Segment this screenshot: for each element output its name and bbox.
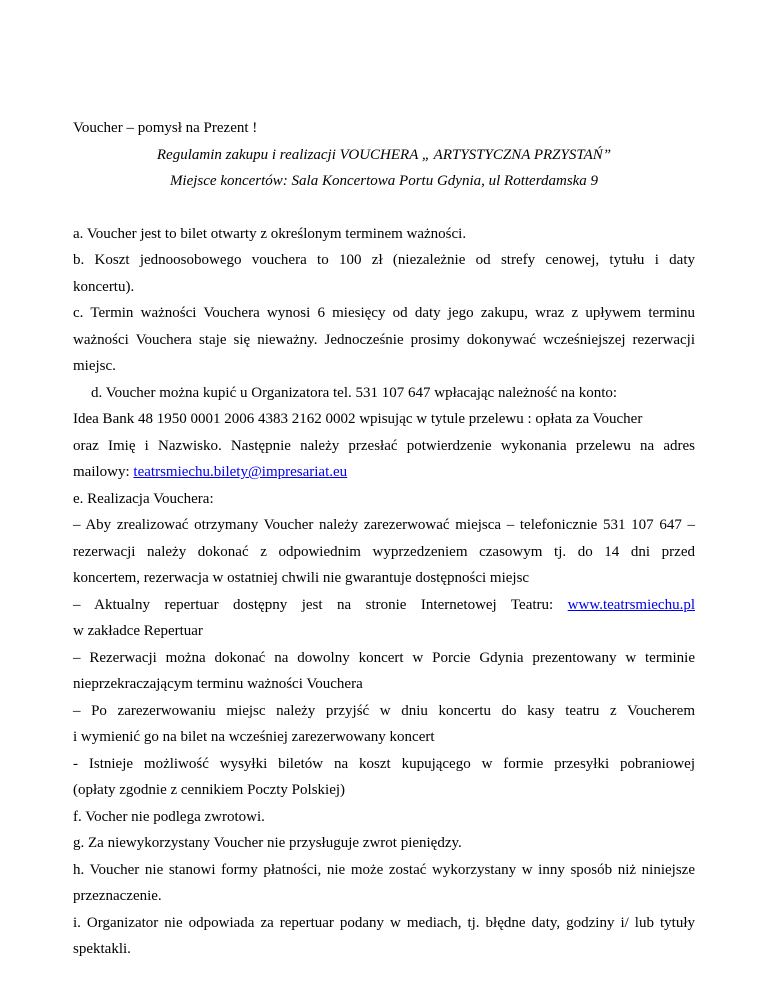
rule-e3-line-1: – Rezerwacji można dokonać na dowolny koncert w Porcie Gdynia prezentowany w terminie <box>73 649 695 666</box>
document-title: Voucher – pomysł na Prezent ! <box>73 120 258 136</box>
rule-c-line-3: miejsc. <box>73 358 116 374</box>
document-page <box>73 115 695 963</box>
rule-c-line-2: ważności Vouchera staje się nieważny. Jednocześnie prosimy dokonywać wcześniejszej rezerwacji <box>73 331 695 348</box>
rule-d-line-1: d. Voucher można kupić u Organizatora tel. 531 107 647 wpłacając należność na konto: <box>91 384 618 401</box>
rule-e5-line-1: - Istnieje możliwość wysyłki biletów na koszt kupującego w formie przesyłki pobraniowej <box>73 755 695 772</box>
theatre-website-link[interactable]: www.teatrsmiechu.pl <box>567 596 695 613</box>
rule-f: f. Vocher nie podlega zwrotowi. <box>73 808 265 825</box>
regulation-subtitle: Regulamin zakupu i realizacji VOUCHERA „ ARTYSTYCZNA PRZYSTAŃ” <box>156 146 612 163</box>
venue-line: Miejsce koncertów: Sala Koncertowa Portu Gdynia, ul Rotterdamska 9 <box>169 173 599 189</box>
rule-e2-line-1 <box>73 592 695 619</box>
rule-e2-line-2: w zakładce Repertuar <box>73 623 203 639</box>
rule-a: a. Voucher jest to bilet otwarty z określonym terminem ważności. <box>73 225 467 242</box>
rule-i-line-1: i. Organizator nie odpowiada za repertuar podany w mediach, tj. błędne daty, godziny i/ lub tytuły <box>73 914 695 931</box>
rule-g: g. Za niewykorzystany Voucher nie przysługuje zwrot pieniędzy. <box>73 835 462 851</box>
rule-e4-line-1: – Po zarezerwowaniu miejsc należy przyjść w dniu koncertu do kasy teatru z Voucherem <box>73 702 695 719</box>
rule-b-line-1: b. Koszt jednoosobowego vouchera to 100 zł (niezależnie od strefy cenowej, tytułu i daty <box>73 252 695 268</box>
rule-e1-line-3: koncertem, rezerwacja w ostatniej chwili nie gwarantuje dostępności miejsc <box>73 570 530 586</box>
rule-e1-line-2: rezerwacji należy dokonać z odpowiednim wyprzedzeniem czasowym tj. do 14 dni przed <box>73 543 695 560</box>
email-label: mailowy: <box>73 464 134 480</box>
rule-h-line-1: h. Voucher nie stanowi formy płatności, nie może zostać wykorzystany w inny sposób niż niniejsze <box>73 861 695 878</box>
rule-i-line-2: spektakli. <box>73 941 131 957</box>
repertoire-text: – Aktualny repertuar dostępny jest na stronie Internetowej Teatru: <box>73 596 568 613</box>
rule-e3-line-2: nieprzekraczającym terminu ważności Vouchera <box>73 676 363 692</box>
rule-h-line-2: przeznaczenie. <box>73 888 162 904</box>
rule-e5-line-2: (opłaty zgodnie z cennikiem Poczty Polskiej) <box>73 782 346 798</box>
rule-d-line-2: Idea Bank 48 1950 0001 2006 4383 2162 0002 wpisując w tytule przelewu : opłata za Voucher <box>73 411 643 427</box>
email-link[interactable]: teatrsmiechu.bilety@impresariat.eu <box>133 464 348 480</box>
rule-c-line-1: c. Termin ważności Vouchera wynosi 6 miesięcy od daty jego zakupu, wraz z upływem terminu <box>73 305 695 321</box>
rule-d-line-4 <box>73 459 695 486</box>
rule-e-title: e. Realizacja Vouchera: <box>73 490 214 507</box>
rule-b-line-2: koncertu). <box>73 278 135 295</box>
rule-e1-line-1: – Aby zrealizować otrzymany Voucher należy zarezerwować miejsca – telefonicznie 531 107 647 – <box>73 517 695 533</box>
rule-e4-line-2: i wymienić go na bilet na wcześniej zarezerwowany koncert <box>73 729 435 745</box>
spacer <box>73 195 695 221</box>
rule-d-line-3: oraz Imię i Nazwisko. Następnie należy przesłać potwierdzenie wykonania przelewu na adres <box>73 437 695 454</box>
